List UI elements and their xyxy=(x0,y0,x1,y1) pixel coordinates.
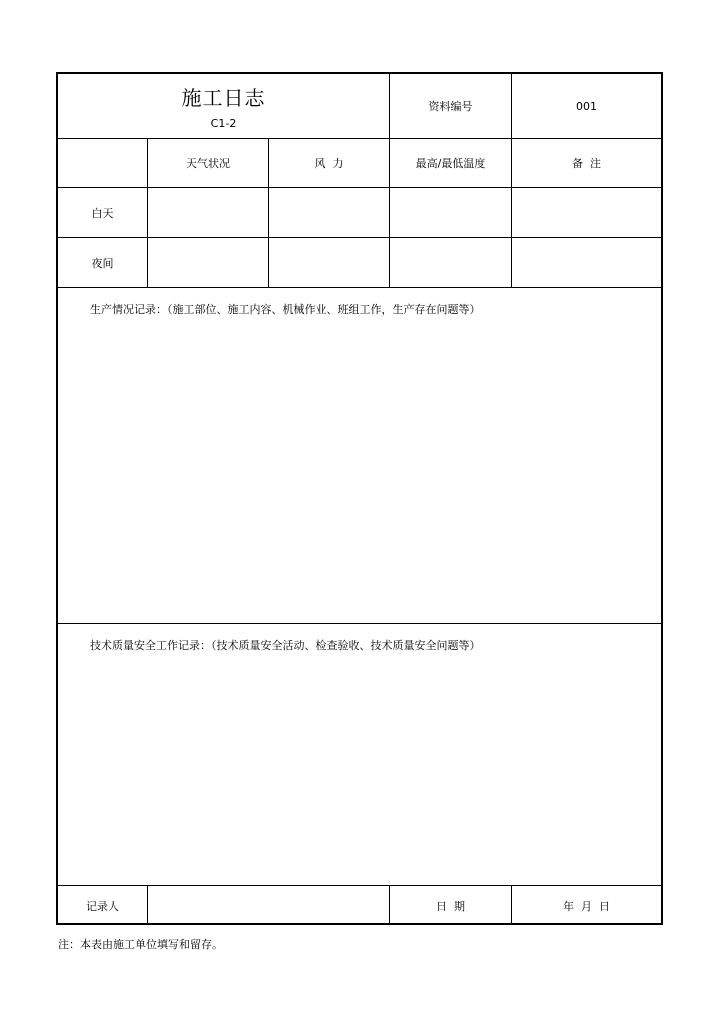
col-header-weather: 天气状况 xyxy=(186,157,230,170)
date-label: 日 期 xyxy=(436,899,465,913)
night-weather-cell[interactable] xyxy=(148,238,268,287)
daytime-weather-cell[interactable] xyxy=(148,188,268,237)
recorder-field[interactable] xyxy=(148,886,389,925)
weather-corner-cell xyxy=(58,139,147,187)
daytime-temperature-cell[interactable] xyxy=(390,188,511,237)
production-record-label: 生产情况记录：（施工部位、施工内容、机械作业、班组工作，生产存在问题等） xyxy=(90,303,481,316)
daytime-remarks-cell[interactable] xyxy=(512,188,661,237)
doc-no-value[interactable]: 001 xyxy=(576,99,597,113)
form-footnote: 注：本表由施工单位填写和留存。 xyxy=(58,938,223,951)
title-block xyxy=(58,74,389,138)
date-field[interactable]: 年 月 日 xyxy=(563,899,610,913)
row-label-daytime: 白天 xyxy=(91,206,114,220)
quality-safety-record-label: 技术质量安全工作记录：（技术质量安全活动、检查验收、技术质量安全问题等） xyxy=(90,639,481,652)
night-remarks-cell[interactable] xyxy=(512,238,661,287)
recorder-label: 记录人 xyxy=(86,899,119,913)
doc-no-label: 资料编号 xyxy=(428,100,473,113)
col-header-wind: 风 力 xyxy=(314,157,344,170)
night-wind-cell[interactable] xyxy=(269,238,389,287)
daytime-wind-cell[interactable] xyxy=(269,188,389,237)
form-title: 施工日志 xyxy=(181,86,266,110)
production-record-area[interactable] xyxy=(58,288,661,623)
form-code: C1-2 xyxy=(210,117,237,130)
quality-safety-record-area[interactable] xyxy=(58,624,661,885)
construction-log-form xyxy=(56,72,663,925)
row-label-night: 夜间 xyxy=(91,256,114,270)
col-header-remarks: 备 注 xyxy=(572,157,601,170)
col-header-temperature: 最高/最低温度 xyxy=(415,157,486,170)
night-temperature-cell[interactable] xyxy=(390,238,511,287)
